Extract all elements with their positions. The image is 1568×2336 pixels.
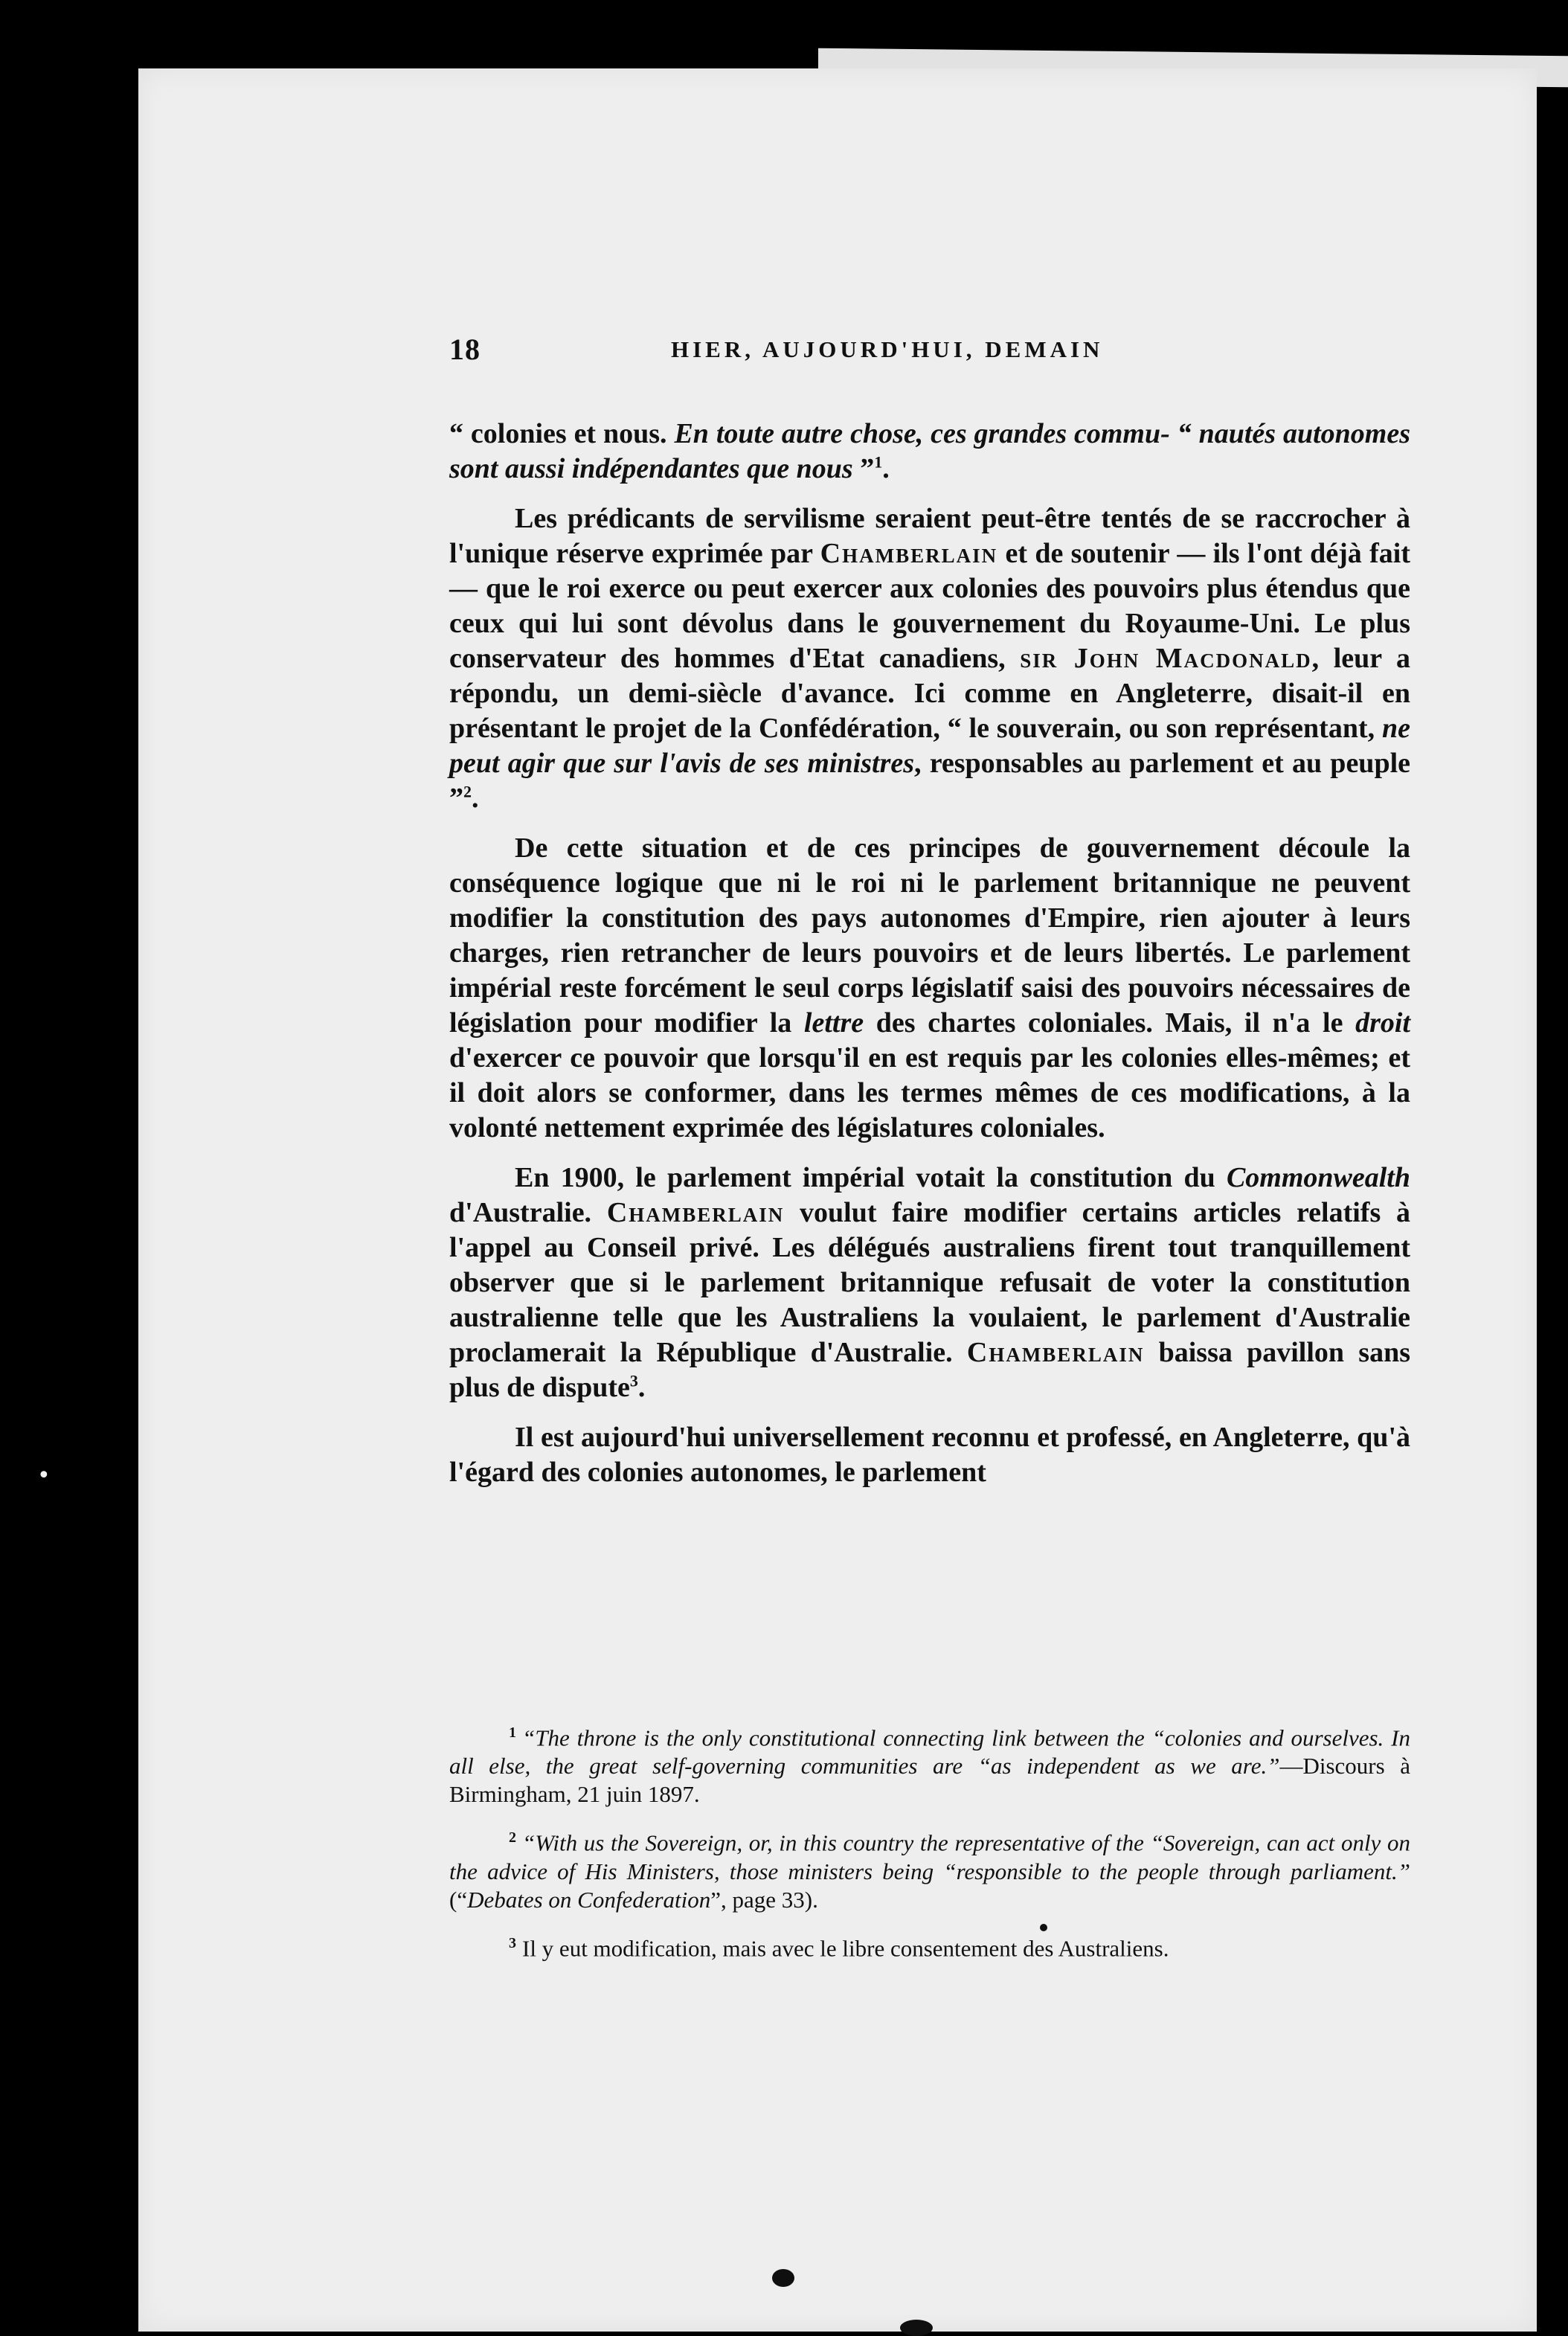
scan-speck	[900, 2320, 933, 2336]
scan-speck	[772, 2269, 794, 2287]
text-span: Les prédicants de servilisme seraient peut-être tentés de se raccrocher à l'unique réserve exprimée par	[449, 503, 1410, 569]
footnote-ref-3: 3	[629, 1371, 638, 1390]
text-span: .	[637, 1372, 646, 1403]
paragraph-3	[449, 831, 1410, 1146]
italic-quote: ne peut agir que sur l'avis de ses ministres	[449, 713, 1410, 779]
text-span: d'Australie.	[449, 1197, 607, 1228]
footnote-source-title: Debates on Confederation	[467, 1886, 711, 1913]
footnote-text: Il y eut modification, mais avec le libre consentement des Australiens.	[522, 1934, 1169, 1961]
italic-word: lettre	[803, 1007, 864, 1039]
scan-margin-mark: •	[37, 1463, 51, 1489]
footnote-1	[449, 1719, 1410, 1809]
text-span: En 1900, le parlement impérial votait la constitution du	[515, 1162, 1227, 1193]
body-text	[449, 417, 1410, 1505]
text-span: baissa pavillon sans plus de dispute	[449, 1337, 1410, 1403]
text-span: et de soutenir — ils l'ont déjà fait — que le roi exerce ou peut exercer aux colonies des pouvoirs plus étendus que ceux qui lui sont dévolus dans le gouvernement du Royaume-Uni. Le plus conservateur des hommes d'Etat canadiens,	[449, 538, 1410, 674]
page-number: 18	[449, 333, 481, 366]
text-span: De cette situation et de ces principes de gouvernement découle la conséquence logique que ni le roi ni le parlement britannique ne peuvent modifier la constitution des pays autonomes d'Empire, rien ajouter à leurs charges, rien retrancher de leurs pouvoirs et de leurs libertés. Le parlement impérial reste forcément le seul corps législatif saisi des pouvoirs nécessaires de législation pour modifier la	[449, 832, 1410, 1039]
footnote-ref-1: 1	[874, 452, 883, 472]
text-span: “ colonies et nous.	[449, 418, 675, 449]
paragraph-1	[449, 417, 1410, 487]
footnote-source: —Discours à Birmingham, 21 juin 1897.	[449, 1753, 1410, 1808]
text-span: voulut faire modifier certains articles relatifs à l'appel au Conseil privé. Les délégués australiens firent tout tranquillement observer que si le parlement britannique refusait de voter la constitution australienne telle que les Australiens la voulaient, le parlement d'Australie proclamerait la République d'Australie.	[449, 1197, 1410, 1368]
footnote-marker: 2	[509, 1829, 516, 1846]
italic-word: Commonwealth	[1226, 1162, 1410, 1193]
name-chamberlain: Chamberlain	[820, 538, 998, 569]
running-title: HIER, AUJOURD'HUI, DEMAIN	[671, 336, 1104, 362]
running-header	[306, 332, 1410, 384]
paragraph-4	[449, 1161, 1410, 1405]
text-span: d'exercer ce pouvoir que lorsqu'il en est requis par les colonies elles-mêmes; et il doit alors se conformer, dans les termes mêmes de ces modifications, à la volonté nettement exprimée des législatures coloniales.	[449, 1042, 1410, 1143]
text-span: , responsables au parlement et au peuple ”	[449, 748, 1410, 814]
footnote-2	[449, 1823, 1410, 1913]
text-span: (“	[449, 1886, 468, 1913]
text-span: .	[882, 453, 890, 484]
paragraph-5	[449, 1420, 1410, 1490]
text-span: Il est aujourd'hui universellement reconnu et professé, en Angleterre, qu'à l'égard des colonies autonomes, le parlement	[449, 1422, 1410, 1488]
italic-quote: En toute autre chose, ces grandes commu- “ nautés autonomes sont aussi indépendantes que nous	[449, 418, 1410, 484]
footnote-3	[449, 1929, 1410, 1963]
name-chamberlain: Chamberlain	[966, 1337, 1145, 1368]
footnote-ref-2: 2	[463, 782, 472, 801]
footnote-marker: 1	[509, 1724, 516, 1741]
name-chamberlain: Chamberlain	[606, 1197, 785, 1228]
page-content	[306, 332, 1410, 1961]
footnote-marker: 3	[509, 1934, 516, 1951]
paragraph-2	[449, 501, 1410, 816]
text-span: ”, page 33).	[710, 1886, 818, 1913]
text-span: des chartes coloniales. Mais, il n'a le	[864, 1007, 1356, 1039]
name-macdonald: sir John Macdonald	[1020, 643, 1312, 674]
italic-word: droit	[1355, 1007, 1410, 1039]
text-span: ”	[852, 453, 875, 484]
text-span: , leur a répondu, un demi-siècle d'avance. Ici comme en Angleterre, disait-il en présentant le projet de la Confédération, “ le souverain, ou son représentant,	[449, 643, 1410, 744]
text-span: .	[472, 783, 479, 814]
footnote-quote: “The throne is the only constitutional connecting link between the “colonies and ourselves. In all else, the great self-governing communities are “as independent as we are.”	[449, 1724, 1410, 1780]
footnotes	[449, 1719, 1410, 1977]
footnote-quote: “With us the Sovereign, or, in this country the representative of the “Sovereign, can act only on the advice of His Ministers, those ministers being “responsible to the people through parliament.”	[449, 1829, 1410, 1884]
